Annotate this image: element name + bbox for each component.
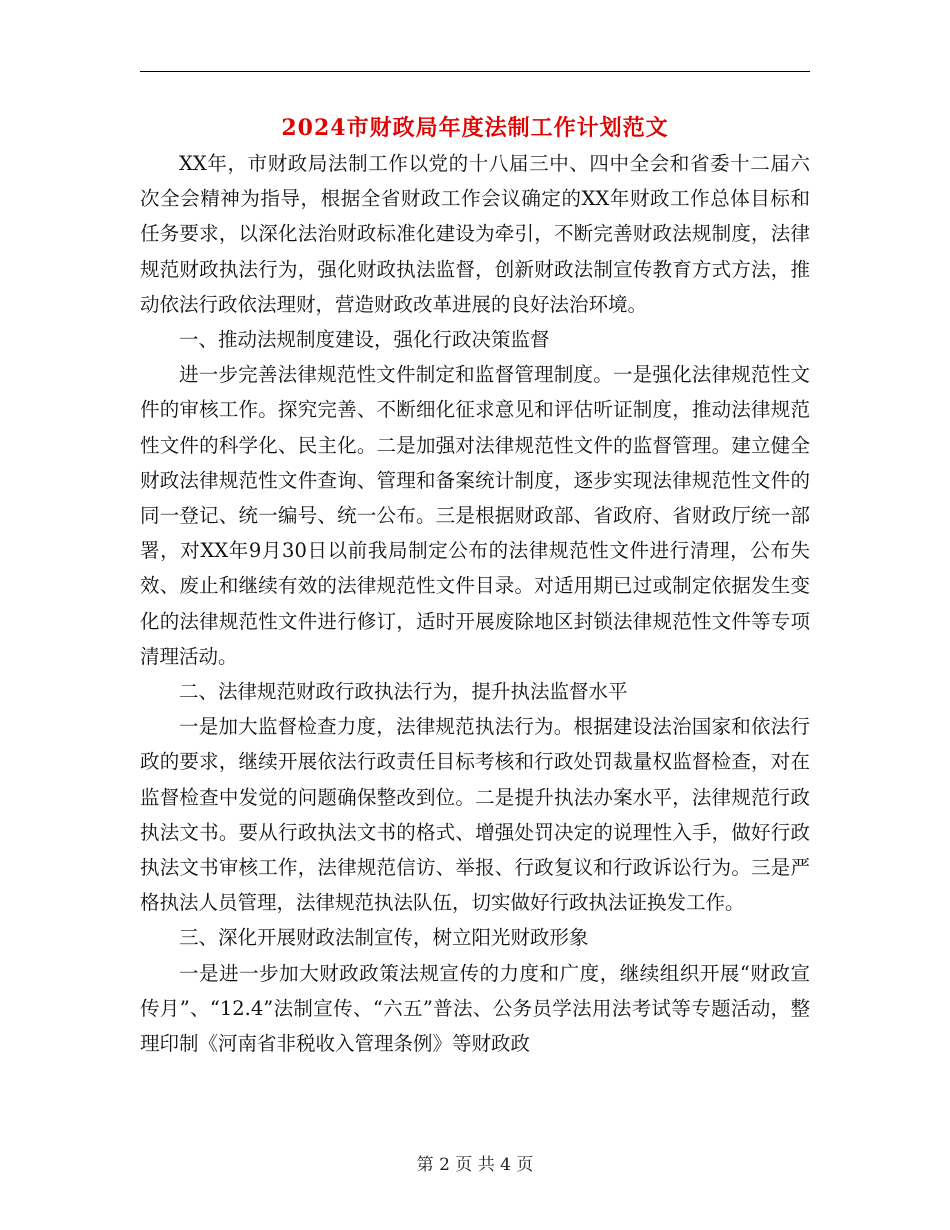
paragraph-section-3: 一是进一步加大财政政策法规宣传的力度和广度，继续组织开展“财政宣传月”、“12.4”法制宣传、“六五”普法、公务员学法用法考试等专题活动，整理印制《河南省非税收入管理条例》等财政政 xyxy=(140,961,810,1056)
paragraph-intro: XX年，市财政局法制工作以党的十八届三中、四中全会和省委十二届六次全会精神为指导，根据全省财政工作会议确定的XX年财政工作总体目标和任务要求，以深化法治财政标准化建设为牵引，不断完善财政法规制度，法律规范财政执法行为，强化财政执法监督，创新财政法制宣传教育方式方法，推动依法行政依法理财，营造财政改革进展的良好法治环境。 xyxy=(140,152,810,316)
header-rule xyxy=(140,71,810,72)
page-number: 第 2 页 共 4 页 xyxy=(416,1155,534,1175)
paragraph-section-1: 进一步完善法律规范性文件制定和监督管理制度。一是强化法律规范性文件的审核工作。探究完善、不断细化征求意见和评估听证制度，推动法律规范性文件的科学化、民主化。二是加强对法律规范性文件的监督管理。建立健全财政法律规范性文件查询、管理和备案统计制度，逐步实现法律规范性文件的同一登记、统一编号、统一公布。三是根据财政部、省政府、省财政厅统一部署，对XX年9月30日以前我局制定公布的法律规范性文件进行清理，公布失效、废止和继续有效的法律规范性文件目录。对适用期已过或制定依据发生变化的法律规范性文件进行修订，适时开展废除地区封锁法律规范性文件等专项清理活动。 xyxy=(140,363,810,668)
document-title: 2024市财政局年度法制工作计划范文 xyxy=(281,115,669,141)
document-body xyxy=(140,146,810,1061)
section-heading-2: 二、法律规范财政行政执法行为，提升执法监督水平 xyxy=(179,680,628,704)
paragraph-section-2: 一是加大监督检查力度，法律规范执法行为。根据建设法治国家和依法行政的要求，继续开展依法行政责任目标考核和行政处罚裁量权监督检查，对在监督检查中发觉的问题确保整改到位。二是提升执法办案水平，法律规范行政执法文书。要从行政执法文书的格式、增强处罚决定的说理性入手，做好行政执法文书审核工作，法律规范信访、举报、行政复议和行政诉讼行为。三是严格执法人员管理，法律规范执法队伍，切实做好行政执法证换发工作。 xyxy=(140,715,810,915)
section-heading-3: 三、深化开展财政法制宣传，树立阳光财政形象 xyxy=(179,926,589,950)
section-heading-1: 一、推动法规制度建设，强化行政决策监督 xyxy=(179,328,550,352)
